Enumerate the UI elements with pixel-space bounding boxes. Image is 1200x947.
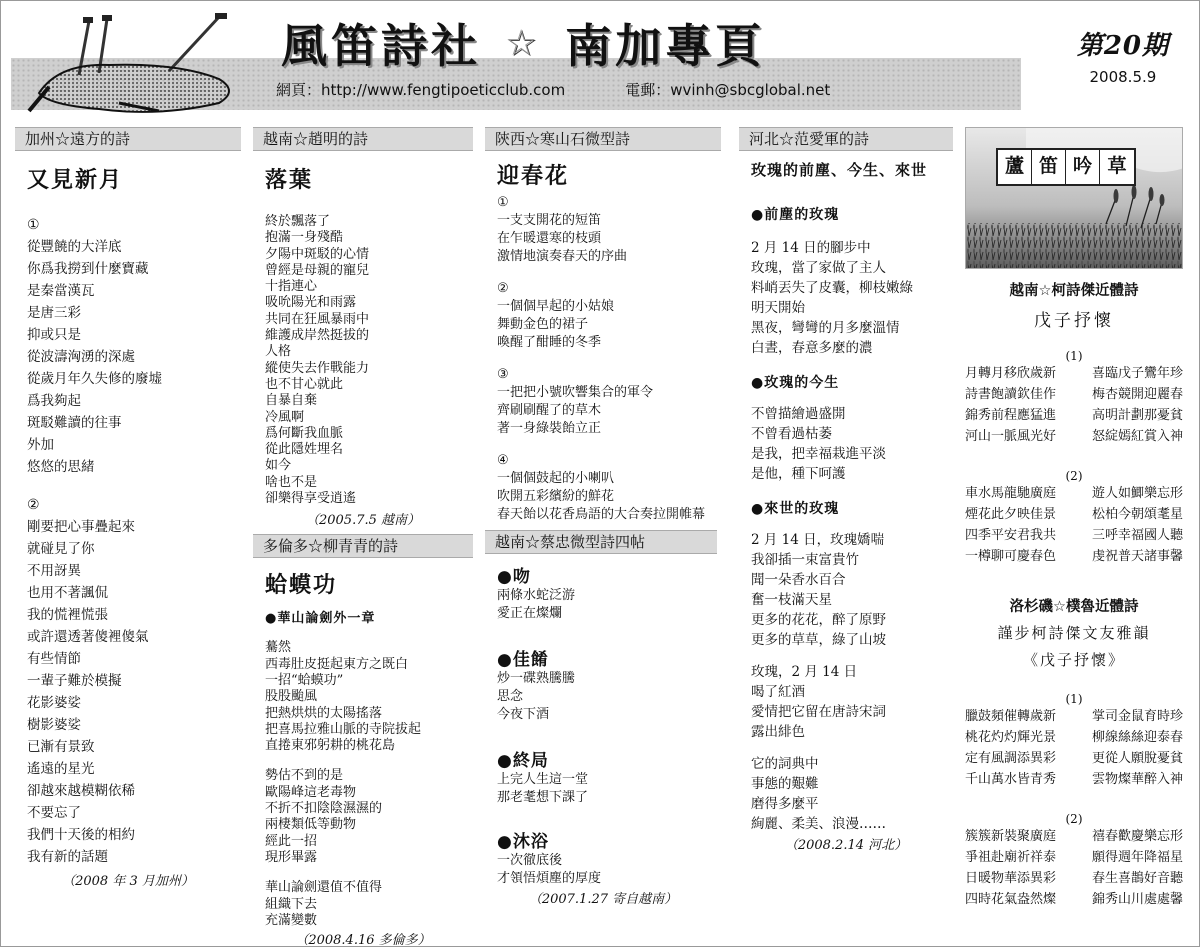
poem-title: ●終局 [497, 751, 549, 771]
poem-line: 玫瑰，2 月 14 日 [751, 664, 858, 680]
poem-title: 玫瑰的前塵、今生、來世 [751, 161, 928, 179]
poem-line: 或許還透著傻裡傻氣 [27, 629, 149, 645]
poem-line: 縱使失去作戰能力 [265, 360, 370, 376]
poem-credit: （2008.2.14 河北） [784, 838, 908, 853]
column-header: 越南☆趙明的詩 [253, 127, 473, 151]
email-text: 電郵：wvinh@sbcglobal.net [625, 81, 831, 99]
poem-credit: （2008 年 3 月加州） [62, 874, 194, 889]
poem-line: 一個個鼓起的小喇叭 [497, 471, 615, 486]
spacer [497, 352, 721, 366]
poem-line: 事態的艱難 [751, 776, 819, 792]
poem-author-title: 越南☆柯詩傑近體詩 [1009, 283, 1139, 299]
poem-line: 炒一碟熟騰騰 [497, 671, 576, 686]
verse-half: 雲物燦華醉入神 [1091, 772, 1183, 787]
poem-title: ●沐浴 [497, 832, 549, 852]
poem-line: 喚醒了酣睡的冬季 [497, 335, 602, 350]
poem-line: 才領悟煩塵的厚度 [497, 871, 602, 886]
column-3 [485, 127, 721, 907]
poem-body [751, 530, 953, 834]
poem-line: 把喜馬拉雅山脈的寺院拔起 [265, 721, 422, 737]
poem-line: 磨得多麼平 [751, 796, 819, 812]
verse-half: 千山萬水皆青秀 [965, 772, 1057, 787]
section-title: ●前塵的玫瑰 [751, 207, 840, 223]
poem-line: 激情地演奏春天的序曲 [497, 249, 628, 264]
verse-half: 梅杏競開迎麗春 [1091, 387, 1183, 402]
poem-line: 抱滿一身殘酷 [265, 230, 344, 246]
poem-line: 料峭丟失了皮囊，柳枝嫩綠 [751, 280, 913, 296]
poem-line: 歐陽峰這老毒物 [265, 784, 357, 800]
poem-line: 2 月 14 日的腳步中 [751, 240, 871, 256]
poem-line: 不曾看過枯萎 [751, 426, 832, 442]
poem-line: 共同在狂風暴雨中 [265, 311, 370, 327]
poem-line: 兩棲類低等動物 [265, 817, 357, 833]
poem-line: 我卻插一束富貴竹 [751, 552, 859, 568]
poem-line: 不曾描繪過盛開 [751, 406, 846, 422]
poem-title: 《戊子抒懷》 [1022, 651, 1125, 669]
section-title: ●玫瑰的今生 [751, 375, 840, 391]
poem-line: 如今 [265, 458, 292, 474]
poem-line: 絢麗、柔美、浪漫…… [751, 816, 886, 832]
poem-body [497, 852, 721, 888]
poem-line: 在乍暖還寒的枝頭 [497, 231, 602, 246]
poem-line: 組織下去 [265, 896, 318, 912]
section-mark: (1) [1065, 349, 1083, 363]
verse-line [965, 847, 1183, 868]
verse-line [965, 826, 1183, 847]
column-header: 越南☆蔡忠微型詩四帖 [485, 530, 717, 554]
poem-line: 也用不著諷侃 [27, 585, 108, 601]
section-mark: (2) [1065, 469, 1083, 483]
verse-line [965, 706, 1183, 727]
poem-line: 股股颱風 [265, 689, 318, 705]
verse-block [965, 363, 1183, 447]
verse-half: 虔祝普天諸事馨 [1091, 549, 1183, 564]
issue-number: 第20期 [1076, 31, 1169, 61]
poem-line: 西毒肚皮挺起東方之既白 [265, 656, 409, 672]
section-mark: ① [497, 195, 509, 210]
poem-credit: （2007.1.27 寄自越南） [528, 892, 678, 907]
sign-char: 草 [1107, 155, 1127, 177]
poem-line: 上完人生這一堂 [497, 772, 589, 787]
wheat-field-image [965, 127, 1183, 269]
poem-line: 剛要把心事疊起來 [27, 519, 135, 535]
poem-line: 不要忘了 [27, 805, 81, 821]
poem-line: 一個個早起的小姑娘 [497, 299, 615, 314]
verse-block [965, 706, 1183, 790]
column-1 [15, 127, 241, 889]
poem-line: 一輩子難於模擬 [27, 673, 122, 689]
website-text: 網頁：http://www.fengtipoeticclub.com [276, 81, 566, 99]
poem-line: 不用訝異 [27, 563, 81, 579]
verse-half: 煙花此夕映佳景 [965, 507, 1057, 522]
poem-line: 也不甘心就此 [265, 376, 344, 392]
section-mark: ② [497, 281, 509, 296]
poem-line: 充滿變數 [265, 912, 318, 928]
poem-body [751, 238, 953, 358]
poem-line: 它的詞典中 [751, 756, 819, 772]
column-sign [996, 148, 1136, 186]
poem-body [265, 640, 473, 929]
issue-date: 2008.5.9 [1089, 68, 1157, 86]
poem-line: 把熱烘烘的太陽搖落 [265, 705, 383, 721]
poem-subtitle: 謹步柯詩傑文友雅韻 [997, 624, 1151, 642]
column-2 [253, 127, 473, 947]
poem-line: 不折不扣陰陰濕濕的 [265, 801, 383, 817]
sign-char: 蘆 [998, 150, 1032, 184]
poem-line: 聞一朵香水百合 [751, 572, 846, 588]
poem-line: 奮一枝滿天星 [751, 592, 832, 608]
verse-half: 錦秀前程應猛進 [965, 408, 1057, 423]
poem-credit: （2005.7.5 越南） [305, 513, 421, 529]
verse-line [965, 426, 1183, 447]
poem-line: 兩條水蛇泛游 [497, 588, 576, 603]
masthead [11, 11, 1191, 111]
verse-half: 爭祖赴廟祈祥泰 [965, 850, 1057, 865]
poem-body [497, 587, 721, 623]
verse-half: 錦秀山川處處馨 [1091, 892, 1183, 907]
poem-line: 華山論劍還值不值得 [265, 880, 383, 896]
verse-half: 桃花灼灼輝光景 [965, 730, 1057, 745]
column-header: 河北☆范愛軍的詩 [739, 127, 953, 151]
verse-half: 簇簇新裝聚廣庭 [965, 829, 1057, 844]
verse-half: 車水馬龍馳廣庭 [965, 486, 1057, 501]
column-5 [965, 127, 1191, 937]
poem-line: 我們十天後的相約 [27, 827, 135, 843]
poem-line: 你爲我撈到什麼寶藏 [27, 261, 149, 277]
poem-line: 從豐饒的大洋底 [27, 239, 122, 255]
poem-line: 外加 [27, 437, 54, 453]
poem-line: 人格 [265, 344, 292, 360]
poem-title: 落葉 [265, 168, 314, 193]
verse-half: 定有風調添異彩 [965, 751, 1057, 766]
poem-line: 2 月 14 日，玫瑰嬌喘 [751, 532, 885, 548]
verse-half: 河山一脈風光好 [965, 429, 1057, 444]
poem-line: 一支支開花的短笛 [497, 213, 602, 228]
poem-line: 斑駁難讀的往事 [27, 415, 122, 431]
poem-line: 經此一招 [265, 833, 318, 849]
star-icon: ☆ [505, 22, 542, 64]
poem-line: 白晝，春意多麼的濃 [751, 340, 873, 356]
verse-line [965, 483, 1183, 504]
spacer [265, 754, 473, 768]
poem-group-1 [965, 279, 1183, 567]
poem-subtitle: ●華山論劍外一章 [265, 611, 376, 627]
verse-half: 三呼幸福國人聽 [1091, 528, 1183, 543]
verse-line [965, 405, 1183, 426]
verse-block [965, 483, 1183, 567]
spacer [27, 478, 241, 494]
poem-credit: （2008.4.16 多倫多） [295, 933, 431, 947]
poem-line: 有些情節 [27, 651, 81, 667]
verse-half: 高明計劃那憂貧 [1091, 408, 1183, 423]
poem-line: 明天開始 [751, 300, 805, 316]
poem-line: 思念 [497, 689, 524, 704]
poem-line: 從歲月年久失修的廢墟 [27, 371, 162, 387]
poem-line: 自暴自棄 [265, 393, 318, 409]
poem-line: 露出緋色 [751, 724, 805, 740]
poem-line: 從波濤洶湧的深處 [27, 349, 135, 365]
spacer [265, 866, 473, 880]
poem-line: 一次徹底後 [497, 853, 563, 868]
poem-line: 遙遠的星光 [27, 761, 95, 777]
verse-line [965, 384, 1183, 405]
poem-line: 終於飄落了 [265, 214, 331, 229]
verse-half: 願得週年降福星 [1091, 850, 1183, 865]
poem-line: 啥也不是 [265, 474, 318, 490]
column-header: 加州☆遠方的詩 [15, 127, 241, 151]
verse-half: 日暖物華添異彩 [965, 871, 1057, 886]
sign-char: 吟 [1066, 150, 1100, 184]
verse-half: 掌司金鼠育時珍 [1091, 709, 1183, 724]
verse-half: 更從人願脫憂貧 [1091, 751, 1183, 766]
poem-title: 又見新月 [27, 168, 124, 193]
section-mark: (1) [1065, 692, 1083, 706]
verse-half: 禧春歡慶樂忘形 [1091, 829, 1183, 844]
verse-half: 四時花氣盎然燦 [965, 892, 1057, 907]
poem-line: 爲我夠起 [27, 393, 81, 409]
poem-line: 抑或只是 [27, 327, 81, 343]
verse-half: 春生喜鵲好音聽 [1091, 871, 1183, 886]
column-header: 多倫多☆柳青青的詩 [253, 534, 473, 558]
poem-line: 喝了紅酒 [751, 684, 805, 700]
verse-line [965, 525, 1183, 546]
poem-line: 黑夜，彎彎的月多麼溫情 [751, 320, 900, 336]
verse-half: 喜臨戊子鸞年珍 [1091, 366, 1183, 381]
spacer [751, 742, 953, 754]
poem-line: 從此隱姓埋名 [265, 442, 344, 458]
section-title: ●來世的玫瑰 [751, 501, 840, 517]
verse-half: 一樽聊可慶春色 [965, 549, 1057, 564]
poem-line: 是唐三彩 [27, 305, 81, 321]
poem-line: 卻樂得享受逍遙 [265, 491, 357, 507]
poem-body [497, 670, 721, 724]
verse-line [965, 868, 1183, 889]
poem-group-2 [965, 595, 1183, 910]
poem-body [751, 404, 953, 484]
poem-line: 是我，把幸福栽進平淡 [751, 446, 886, 462]
masthead-contact [276, 79, 830, 100]
sign-char: 笛 [1032, 150, 1066, 184]
masthead-title [281, 13, 765, 73]
verse-half: 柳線絲絲迎泰春 [1091, 730, 1183, 745]
spacer [497, 438, 721, 452]
poem-line: 冷風啊 [265, 409, 305, 425]
issue-box [1077, 25, 1169, 86]
title-right: 南加專頁 [565, 19, 766, 73]
poem-line: 吹開五彩繽紛的鮮花 [497, 489, 615, 504]
poem-line: 更多的花花，醉了原野 [751, 612, 886, 628]
spacer [751, 650, 953, 662]
poem-line: 著一身綠裝飴立正 [497, 421, 602, 436]
verse-half: 怒綻嫣紅賞入神 [1091, 429, 1183, 444]
verse-line [965, 769, 1183, 790]
verse-line [965, 504, 1183, 525]
poem-line: 我有新的話題 [27, 849, 108, 865]
verse-line [965, 727, 1183, 748]
poem-line: 今夜下酒 [497, 707, 550, 722]
poem-author-title: 洛杉磯☆樸魯近體詩 [1009, 599, 1139, 615]
poem-line: 十指連心 [265, 279, 318, 295]
poem-line: 玫瑰，當了家做了主人 [751, 260, 886, 276]
poem-line: 曾經是母親的寵兒 [265, 262, 370, 278]
poem-line: 是他，種下呵護 [751, 466, 846, 482]
poem-line: 就碰見了你 [27, 541, 95, 557]
column-header: 陝西☆寒山石微型詩 [485, 127, 721, 151]
poem-line: 勢估不到的是 [265, 768, 344, 784]
verse-line [965, 889, 1183, 910]
verse-line [965, 363, 1183, 384]
poem-line: 齊刷刷醒了的草木 [497, 403, 602, 418]
column-4 [739, 127, 953, 853]
section-mark: ④ [497, 453, 509, 468]
verse-block [965, 826, 1183, 910]
poem-line: 我的慌裡慌張 [27, 607, 108, 623]
verse-half: 遊人如鯽樂忘形 [1091, 486, 1183, 501]
poem-line: 是秦當漢瓦 [27, 283, 95, 299]
poem-line: 舞動金色的裙子 [497, 317, 589, 332]
poem-line: 那老耄想下課了 [497, 790, 589, 805]
poem-line: 花影婆娑 [27, 695, 81, 711]
poem-line: 春天飴以花香鳥語的大合奏拉開帷幕 [497, 507, 706, 522]
title-left: 風笛詩社 [281, 19, 481, 73]
poem-body [497, 194, 721, 524]
poem-line: 悠悠的思緒 [27, 459, 95, 475]
poem-line: 一把把小號吹響集合的軍令 [497, 385, 654, 400]
poem-line: 爲何斷我血脈 [265, 425, 344, 441]
poem-title: ●佳餚 [497, 650, 549, 670]
poem-body [27, 214, 241, 868]
verse-line [965, 546, 1183, 567]
poem-line: 更多的草草，綠了山坡 [751, 632, 886, 648]
verse-half: 四季平安君我共 [965, 528, 1057, 543]
poem-line: 愛正在燦爛 [497, 606, 563, 621]
poem-title: 迎春花 [497, 164, 570, 189]
poem-line: 維護成岸然挺拔的 [265, 328, 370, 344]
section-mark: ③ [497, 367, 509, 382]
poem-line: 驀然 [265, 640, 292, 656]
poem-title: 戊子抒懷 [1034, 311, 1114, 331]
section-mark: ② [27, 497, 40, 513]
poem-line: 一招“蛤蟆功” [265, 672, 344, 688]
verse-half: 月轉月移欣歲新 [965, 366, 1057, 381]
poem-line: 夕陽中斑駁的心情 [265, 246, 370, 262]
spacer [497, 266, 721, 280]
verse-half: 松柏今朝頌耄星 [1091, 507, 1183, 522]
verse-half: 詩書飽讀欽佳作 [965, 387, 1057, 402]
poem-body [497, 771, 721, 807]
poem-title: 蛤蟆功 [265, 573, 338, 599]
poem-title: ●吻 [497, 567, 531, 587]
poem-line: 現形畢露 [265, 849, 318, 865]
poem-line: 卻越來越模糊依稀 [27, 783, 135, 799]
poem-body [265, 214, 473, 507]
poem-line: 已漸有景致 [27, 739, 95, 755]
bagpipe-icon [19, 13, 269, 113]
verse-line [965, 748, 1183, 769]
poem-line: 直捲東邪躬耕的桃花島 [265, 738, 396, 754]
poem-line: 吸吮陽光和雨露 [265, 295, 357, 311]
poem-line: 愛情把它留在唐詩宋詞 [751, 704, 886, 720]
section-mark: (2) [1065, 812, 1083, 826]
section-mark: ① [27, 217, 40, 233]
verse-half: 臘鼓頻催轉歲新 [965, 709, 1057, 724]
poem-line: 樹影婆娑 [27, 717, 81, 733]
